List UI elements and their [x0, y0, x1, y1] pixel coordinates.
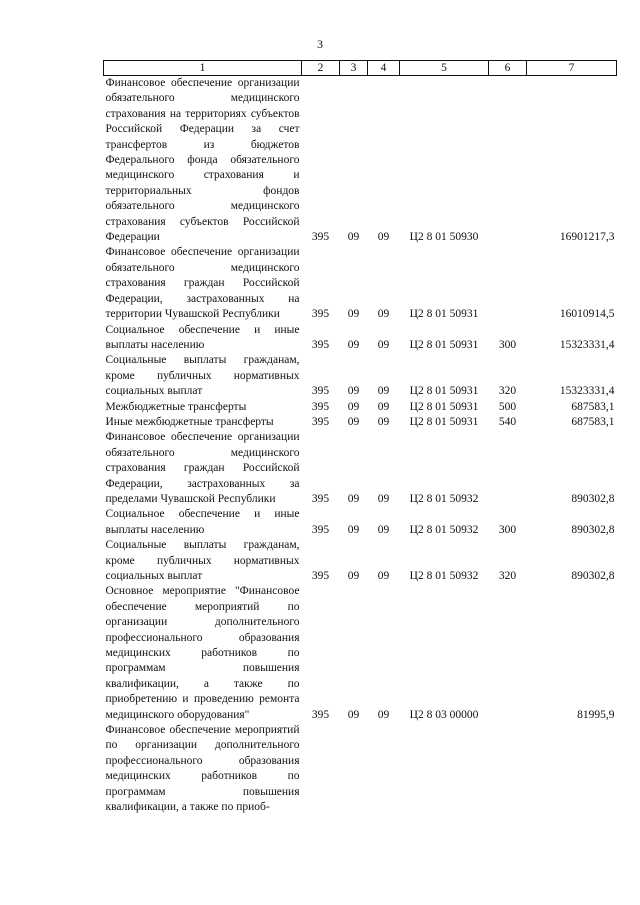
row-ministry-code: 395: [311, 385, 330, 398]
table-body: [104, 76, 617, 816]
row-name: Финансовое обеспечение организации обязательного медицинского страхования граждан Российской Федерации, застрахованных на территории Чувашской Республики: [105, 246, 300, 321]
header-row: [104, 61, 617, 76]
row-subsection: 09: [377, 308, 390, 321]
table-row: [104, 323, 617, 354]
row-ministry-code: 395: [311, 523, 330, 536]
budget-table: [103, 60, 617, 816]
table-row: [104, 584, 617, 723]
row-amount: 687583,1: [571, 415, 615, 428]
row-section: [340, 723, 368, 815]
row-expense-type: [489, 430, 527, 507]
row-name: Иные межбюджетные трансферты: [105, 415, 274, 428]
row-name: Социальные выплаты гражданам, кроме публичных нормативных социальных выплат: [105, 354, 300, 398]
row-ministry-code: 395: [311, 400, 330, 413]
row-target-article: Ц2 8 01 50931: [409, 338, 479, 351]
row-subsection: 09: [377, 338, 390, 351]
row-amount: 15323331,4: [559, 338, 615, 351]
row-target-article: Ц2 8 01 50931: [409, 415, 479, 428]
row-ministry-code: 395: [311, 231, 330, 244]
row-target-article: Ц2 8 01 50932: [409, 570, 479, 582]
page-number: 3: [317, 37, 323, 51]
row-expense-type: 500: [498, 400, 517, 413]
row-section: 09: [347, 492, 360, 505]
row-section: 09: [347, 308, 360, 321]
row-expense-type: [489, 584, 527, 723]
table-header: [104, 61, 617, 76]
row-target-article: [400, 723, 489, 815]
row-target-article: Ц2 8 01 50930: [409, 231, 479, 244]
row-section: 09: [347, 708, 360, 721]
row-target-article: Ц2 8 03 00000: [409, 708, 479, 721]
row-ministry-code: [302, 723, 340, 815]
row-target-article: Ц2 8 01 50932: [409, 492, 479, 505]
row-amount: 16901217,3: [559, 231, 615, 244]
table-row: [104, 245, 617, 322]
row-ministry-code: 395: [311, 415, 330, 428]
table-row: [104, 430, 617, 507]
row-amount: 890302,8: [571, 570, 615, 582]
header-col-2: 2: [302, 61, 340, 76]
row-amount: 687583,1: [571, 400, 615, 413]
row-expense-type: 320: [498, 385, 517, 398]
row-subsection: 09: [377, 708, 390, 721]
row-name: Социальные выплаты гражданам, кроме публичных нормативных социальных выплат: [105, 539, 300, 582]
row-amount: 81995,9: [577, 708, 615, 721]
row-amount: [527, 723, 617, 815]
row-section: 09: [347, 338, 360, 351]
row-target-article: Ц2 8 01 50932: [409, 523, 479, 536]
row-subsection: 09: [377, 231, 390, 244]
row-subsection: [368, 723, 400, 815]
row-subsection: 09: [377, 570, 390, 582]
row-target-article: Ц2 8 01 50931: [409, 385, 479, 398]
header-col-1: 1: [104, 61, 302, 76]
row-subsection: 09: [377, 400, 390, 413]
table-row: [104, 76, 617, 246]
row-expense-type: 320: [498, 570, 517, 582]
header-col-4: 4: [368, 61, 400, 76]
row-section: 09: [347, 523, 360, 536]
row-amount: 890302,8: [571, 523, 615, 536]
row-section: 09: [347, 385, 360, 398]
row-expense-type: [489, 76, 527, 246]
row-amount: 890302,8: [571, 492, 615, 505]
row-target-article: Ц2 8 01 50931: [409, 400, 479, 413]
header-col-7: 7: [527, 61, 617, 76]
row-expense-type: 300: [498, 338, 517, 351]
row-name: Межбюджетные трансферты: [105, 400, 247, 413]
row-expense-type: [489, 723, 527, 815]
table-row: [104, 415, 617, 430]
row-name: Финансовое обеспечение мероприятий по организации дополнительного профессионального образования медицинских работников по программам повышения квалификации, а также по приоб-: [105, 724, 300, 814]
row-subsection: 09: [377, 385, 390, 398]
row-expense-type: 300: [498, 523, 517, 536]
table-row: [104, 353, 617, 399]
row-name: Финансовое обеспечение организации обязательного медицинского страхования на территориях субъектов Российской Федерации за счет трансфертов из бюджетов Федерального фонда обязательного медицинского страхования и территориальных фондов обязательного медицинского страхования субъектов Российской Федерации: [105, 77, 300, 244]
row-subsection: 09: [377, 523, 390, 536]
row-section: 09: [347, 570, 360, 582]
row-ministry-code: 395: [311, 308, 330, 321]
row-ministry-code: 395: [311, 338, 330, 351]
table-row: [104, 723, 617, 815]
table-row: [104, 538, 617, 584]
header-col-5: 5: [400, 61, 489, 76]
row-subsection: 09: [377, 415, 390, 428]
table-row: [104, 507, 617, 538]
row-ministry-code: 395: [311, 708, 330, 721]
row-name: Социальное обеспечение и иные выплаты населению: [105, 508, 300, 536]
row-subsection: 09: [377, 492, 390, 505]
table-row: [104, 400, 617, 415]
header-col-6: 6: [489, 61, 527, 76]
row-name: Социальное обеспечение и иные выплаты населению: [105, 323, 300, 351]
row-section: 09: [347, 415, 360, 428]
row-name: Финансовое обеспечение организации обязательного медицинского страхования граждан Российской Федерации, застрахованных за пределами Чувашской Республики: [105, 431, 300, 505]
row-target-article: Ц2 8 01 50931: [409, 308, 479, 321]
row-amount: 15323331,4: [559, 385, 615, 398]
row-ministry-code: 395: [311, 492, 330, 505]
header-col-3: 3: [340, 61, 368, 76]
row-amount: 16010914,5: [559, 308, 615, 321]
row-ministry-code: 395: [311, 570, 330, 582]
row-name: Основное мероприятие "Финансовое обеспечение мероприятий по организации дополнительного профессионального образования медицинских работников по программам повышения квалификации, а также по приобретению и проведению ремонта медицинского оборудования": [105, 585, 300, 721]
row-section: 09: [347, 231, 360, 244]
row-section: 09: [347, 400, 360, 413]
row-expense-type: [489, 245, 527, 322]
row-expense-type: 540: [498, 415, 517, 428]
